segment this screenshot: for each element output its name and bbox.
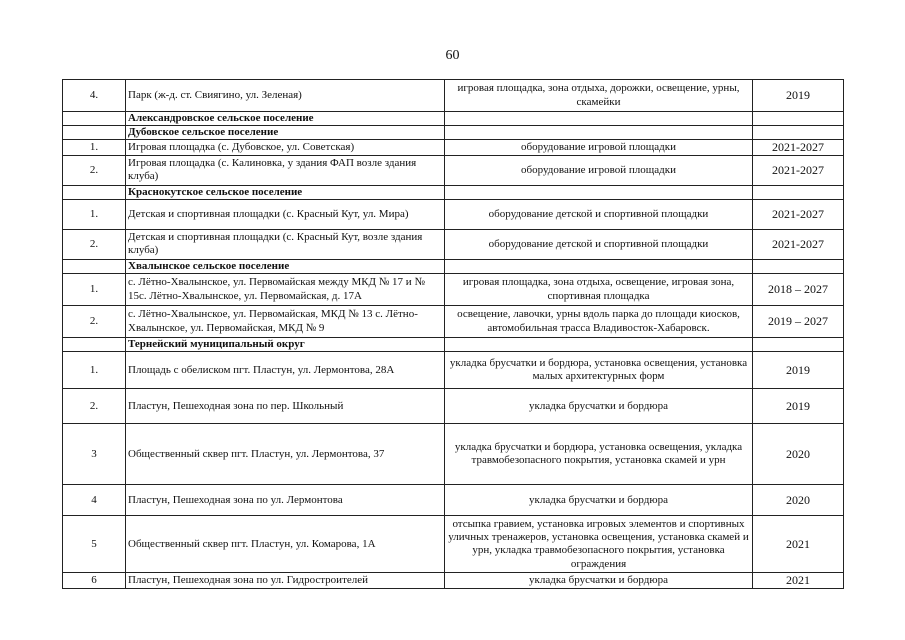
period-years: 2021-2027 xyxy=(753,199,844,229)
object-name: Площадь с обелиском пгт. Пластун, ул. Лермонтова, 28А xyxy=(126,352,445,389)
object-name: Игровая площадка (с. Дубовское, ул. Советская) xyxy=(126,140,445,155)
row-number: 1. xyxy=(63,199,126,229)
period-years: 2020 xyxy=(753,424,844,485)
table-row xyxy=(63,485,844,516)
section-title: Краснокутское сельское поселение xyxy=(126,185,445,199)
work-description: оборудование игровой площадки xyxy=(445,155,753,185)
table-row xyxy=(63,573,844,588)
period-years: 2020 xyxy=(753,485,844,516)
period-years: 2021-2027 xyxy=(753,140,844,155)
period-years: 2019 xyxy=(753,352,844,389)
section-row xyxy=(63,185,844,199)
work-description: укладка брусчатки и бордюра xyxy=(445,485,753,516)
period-years: 2021 xyxy=(753,573,844,588)
period-years: 2019 – 2027 xyxy=(753,306,844,338)
object-name: Пластун, Пешеходная зона по ул. Лермонтова xyxy=(126,485,445,516)
object-name: с. Лётно-Хвалынское, ул. Первомайская, МКД № 13 с. Лётно-Хвалынское, ул. Первомайская, МКД № 9 xyxy=(126,306,445,338)
object-name: Пластун, Пешеходная зона по ул. Гидростроителей xyxy=(126,573,445,588)
row-number: 3 xyxy=(63,424,126,485)
period-years: 2021-2027 xyxy=(753,229,844,259)
section-row xyxy=(63,259,844,273)
work-description: игровая площадка, зона отдыха, дорожки, освещение, урны, скамейки xyxy=(445,80,753,112)
period-years: 2021-2027 xyxy=(753,155,844,185)
row-number: 4. xyxy=(63,80,126,112)
table-row xyxy=(63,199,844,229)
table-row xyxy=(63,516,844,573)
period-years: 2021 xyxy=(753,516,844,573)
page-number: 60 xyxy=(445,48,460,63)
work-description: освещение, лавочки, урны вдоль парка до площади киосков, автомобильная трасса Владивосток-Хабаровск. xyxy=(445,306,753,338)
object-name: Детская и спортивная площадки (с. Красный Кут, возле здания клуба) xyxy=(126,229,445,259)
table-row xyxy=(63,155,844,185)
improvement-plan-table xyxy=(62,79,844,589)
table-row xyxy=(63,389,844,424)
work-description: отсыпка гравием, установка игровых элементов и спортивных уличных тренажеров, установка освещения, установка скамей и урн, укладка травмобезопасного покрытия, установка ограждения xyxy=(445,516,753,573)
section-title: Александровское сельское поселение xyxy=(126,112,445,126)
work-description: укладка брусчатки и бордюра, установка освещения, установка малых архитектурных форм xyxy=(445,352,753,389)
period-years: 2019 xyxy=(753,389,844,424)
row-number: 1. xyxy=(63,352,126,389)
row-number: 2. xyxy=(63,306,126,338)
section-title: Дубовское сельское поселение xyxy=(126,126,445,140)
object-name: с. Лётно-Хвалынское, ул. Первомайская между МКД № 17 и № 15с. Лётно-Хвалынское, ул. Первомайская, д. 17А xyxy=(126,274,445,306)
table-row xyxy=(63,140,844,155)
work-description: оборудование игровой площадки xyxy=(445,140,753,155)
work-description: укладка брусчатки и бордюра xyxy=(445,389,753,424)
object-name: Общественный сквер пгт. Пластун, ул. Комарова, 1А xyxy=(126,516,445,573)
row-number: 1. xyxy=(63,274,126,306)
period-years: 2019 xyxy=(753,80,844,112)
work-description: игровая площадка, зона отдыха, освещение, игровая зона, спортивная площадка xyxy=(445,274,753,306)
row-number: 2. xyxy=(63,389,126,424)
row-number: 2. xyxy=(63,229,126,259)
section-row xyxy=(63,126,844,140)
table-row xyxy=(63,352,844,389)
table-row xyxy=(63,80,844,112)
section-row xyxy=(63,338,844,352)
table-row xyxy=(63,274,844,306)
row-number: 2. xyxy=(63,155,126,185)
work-description: укладка брусчатки и бордюра, установка освещения, укладка травмобезопасного покрытия, установка скамей и урн xyxy=(445,424,753,485)
object-name: Общественный сквер пгт. Пластун, ул. Лермонтова, 37 xyxy=(126,424,445,485)
period-years: 2018 – 2027 xyxy=(753,274,844,306)
section-title: Тернейский муниципальный округ xyxy=(126,338,445,352)
object-name: Пластун, Пешеходная зона по пер. Школьный xyxy=(126,389,445,424)
section-row xyxy=(63,112,844,126)
row-number: 1. xyxy=(63,140,126,155)
table-row xyxy=(63,229,844,259)
row-number: 6 xyxy=(63,573,126,588)
object-name: Игровая площадка (с. Калиновка, у здания ФАП возле здания клуба) xyxy=(126,155,445,185)
table-row xyxy=(63,306,844,338)
row-number: 4 xyxy=(63,485,126,516)
work-description: оборудование детской и спортивной площадки xyxy=(445,229,753,259)
work-description: оборудование детской и спортивной площадки xyxy=(445,199,753,229)
object-name: Парк (ж-д. ст. Свиягино, ул. Зеленая) xyxy=(126,80,445,112)
work-description: укладка брусчатки и бордюра xyxy=(445,573,753,588)
row-number: 5 xyxy=(63,516,126,573)
object-name: Детская и спортивная площадки (с. Красный Кут, ул. Мира) xyxy=(126,199,445,229)
section-title: Хвалынское сельское поселение xyxy=(126,259,445,273)
table-row xyxy=(63,424,844,485)
